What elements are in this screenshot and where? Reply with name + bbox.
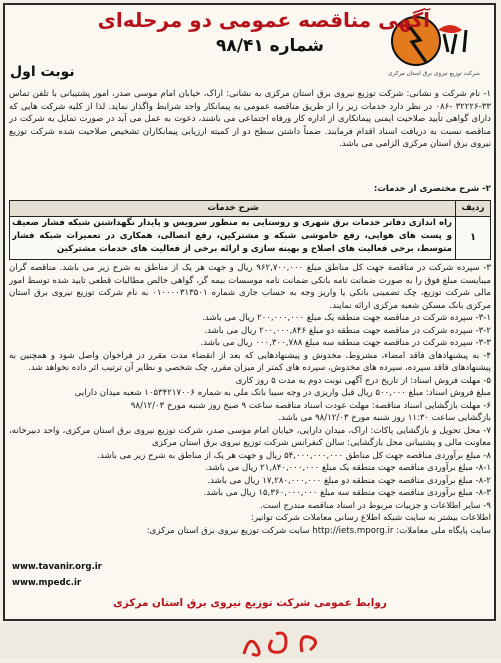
public-relations-footer: روابط عمومی شرکت توزیع نیروی برق استان مرکزی <box>113 597 387 609</box>
section-1-company-info: ۱- نام شرکت و نشانی: شرکت توزیع نیروی برق استان مرکزی به نشانی: اراک، خیابان امام موسی صدر، امور پشتیبانی با تلفن تماس ۳۳-۳۲۲۲۶ -۰۸۶ در نظر دارد خدمات زیر را از طریق مناقصه عمومی به پیمانکار واجد شرایط واگذار نماید. لذا از کلیه شرکت هایی که دارای گواهی تأیید صلاحیت ایمنی پیمانکاری از اداره کار ورفاه اجتماعی می باشند، دعوت به عمل می آید در صورت تمایل به شرکت در مناقصه نسبت به دریافت اسناد اقدام فرمایند. ضمناً داشتن سطح دو از کمیته ارزیابی پیمانکاران تشخیص صلاحیت شده شرکت توزیع نیروی برق استان مرکزی الزامی می باشد. <box>9 89 491 149</box>
column-header-description: شرح خدمات <box>207 203 259 213</box>
section-8-estimate: ۸- مبلغ برآوردی مناقصه جهت کل مناطق ۵۴,۰۰۰,۰۰۰,۰۰۰ ریال و جهت هر یک از مناطق به شرح زیر می باشد. <box>97 450 491 461</box>
section-3-2: ۳-۲- سپرده شرکت در مناقصه جهت منطقه دو مبلغ ۲۰۰,۰۰۰,۸۴۶ ریال می باشد. <box>204 325 491 336</box>
notice-number: شماره ۹۸/۴۱ <box>216 36 324 56</box>
section-6-deadline: ۶- مهلت بازگشایی اسناد مناقصه: مهلت عودت اسناد مناقصه ساعت ۹ صبح روز شنبه مورخ ۹۸/۱۲/۰۳ <box>130 400 491 411</box>
services-table <box>9 200 491 260</box>
section-6-opening: بازگشایی ساعت ۱۱:۳۰ روز شنبه مورخ ۹۸/۱۲/۰۳ می باشد. <box>278 413 491 423</box>
publication-round: نوبت اول <box>10 64 75 80</box>
section-3-1: ۳-۱- سپرده شرکت در مناقصه جهت منطقه یک مبلغ ۲۰۰,۰۰۰,۰۰۰ ریال می باشد. <box>202 313 491 323</box>
tavanir-url[interactable]: www.tavanir.org.ir <box>12 562 102 572</box>
section-2-heading: ۲- شرح مختصری از خدمات: <box>373 184 491 194</box>
section-9-other: ۹- سایر اطلاعات و جزییات مربوط در اسناد مناقصه مندرج است. <box>260 500 491 511</box>
section-8-3: ۸-۳- مبلغ برآوردی مناقصه جهت منطقه سه مبلغ ۱۵,۳۶۰,۰۰۰,۰۰۰ ریال می باشد. <box>203 488 491 498</box>
logo-caption: شرکت توزیع نیروی برق استان مرکزی <box>387 71 481 77</box>
section-7-delivery: ۷- محل تحویل و بازگشایی پاکات: اراک، میدان دارایی، خیابان امام موسی صدر، شرکت توزیع نیروی برق استان مرکزی، واحد دبیرخانه، معاونت مالی و پشتیبانی محل بازگشایی: سالن کنفرانس شرکت توزیع نیروی برق استان مرکزی <box>9 425 491 448</box>
handwritten-mark <box>236 626 326 659</box>
section-5-sale-period: ۵- مهلت فروش اسناد: از تاریخ درج آگهی نوبت دوم به مدت ۵ روز کاری <box>235 375 491 386</box>
more-info-line: اطلاعات بیشتر به سایت شبکه اطلاع رسانی معاملات شرکت توانیر: <box>250 513 491 523</box>
section-8-1: ۸-۱- مبلغ برآوردی مناقصه جهت منطقه یک مبلغ ۲۱,۸۴۰,۰۰۰,۰۰۰ ریال می باشد. <box>205 463 491 473</box>
sites-line: سایت پایگاه ملی معاملات: http://iets.mporg.ir سایت شرکت توزیع نیروی برق استان مرکزی: <box>146 525 491 536</box>
table-header-row <box>10 201 490 217</box>
section-3-deposit: ۳- سپرده شرکت در مناقصه جهت کل مناطق مبلغ ۹۶۲,۷۰۰,۰۰۰ ریال و جهت هر یک از مناطق به شرح زیر می باشد. مناقصه گران میبایست مبلغ فوق را به صورت ضمانت نامه بانکی ضمانت نامه موسسات بیمه گر، گواهی خالص مطالبات قطعی تایید شده توسط امور مالی شرکت توزیع، چک تضمینی بانکی یا واریز وجه به حساب جاری شماره ۰۱۰۰۰۰۳۱۳۵۰۱ به نام شرکت توزیع نیروی برق استان مرکزی بانک مسکن شعبه مرکزی ارائه نمایند. <box>9 263 491 311</box>
table-cell-description: راه اندازی دفاتر خدمات برق شهری و روستایی به منظور سرویس و پایدار نگهداشتن شبکه فشار ضعیف و پست های هوایی، رفع خاموشی شبکه و مشترکین، رفع اتصالی، همکاری در تعمیرات شبکه فشار متوسط، برخی فعالیت های اصلاح و بهینه سازی و ارائه برخی از فعالیت های خدمات مشترکین <box>12 218 452 254</box>
mpedc-url[interactable]: www.mpedc.ir <box>12 578 82 588</box>
section-5-sale-price: مبلغ فروش اسناد: مبلغ ۵۰۰,۰۰۰ ریال قبل واریزی در وجه سیبا بانک ملی به شماره ۱۰۵۳۴۲۱۷۰۰۶ شعبه میدان دارایی <box>74 388 491 398</box>
section-4-rejections: ۴- به پیشنهادهای فاقد امضاء، مشروط، مخدوش و پیشنهادهایی که بعد از انقضاء مدت مقرر در فراخوان واصل شود و همچنین به پیشنهادهای فاقد سپرده، سپرده های مخدوش، سپرده های کمتر از میزان مقرر، چک شخصی و نظایر آن ترتیب اثر داده نخواهد شد. <box>9 350 491 373</box>
section-3-3: ۳-۳- سپرده شرکت در مناقصه جهت منطقه سه مبلغ ۰۰۰,۳۰۰,۷۸۸ ریال می باشد. <box>200 338 491 348</box>
column-header-radif: ردیف <box>455 201 490 216</box>
page-title: آگهی مناقصه عمومی دو مرحله‌ای <box>97 8 430 32</box>
section-8-2: ۸-۲- مبلغ برآوردی مناقصه جهت منطقه دو مبلغ ۱۷,۲۸۰,۰۰۰,۰۰۰ ریال می باشد. <box>207 475 491 486</box>
table-cell-radif: ۱ <box>455 216 490 259</box>
